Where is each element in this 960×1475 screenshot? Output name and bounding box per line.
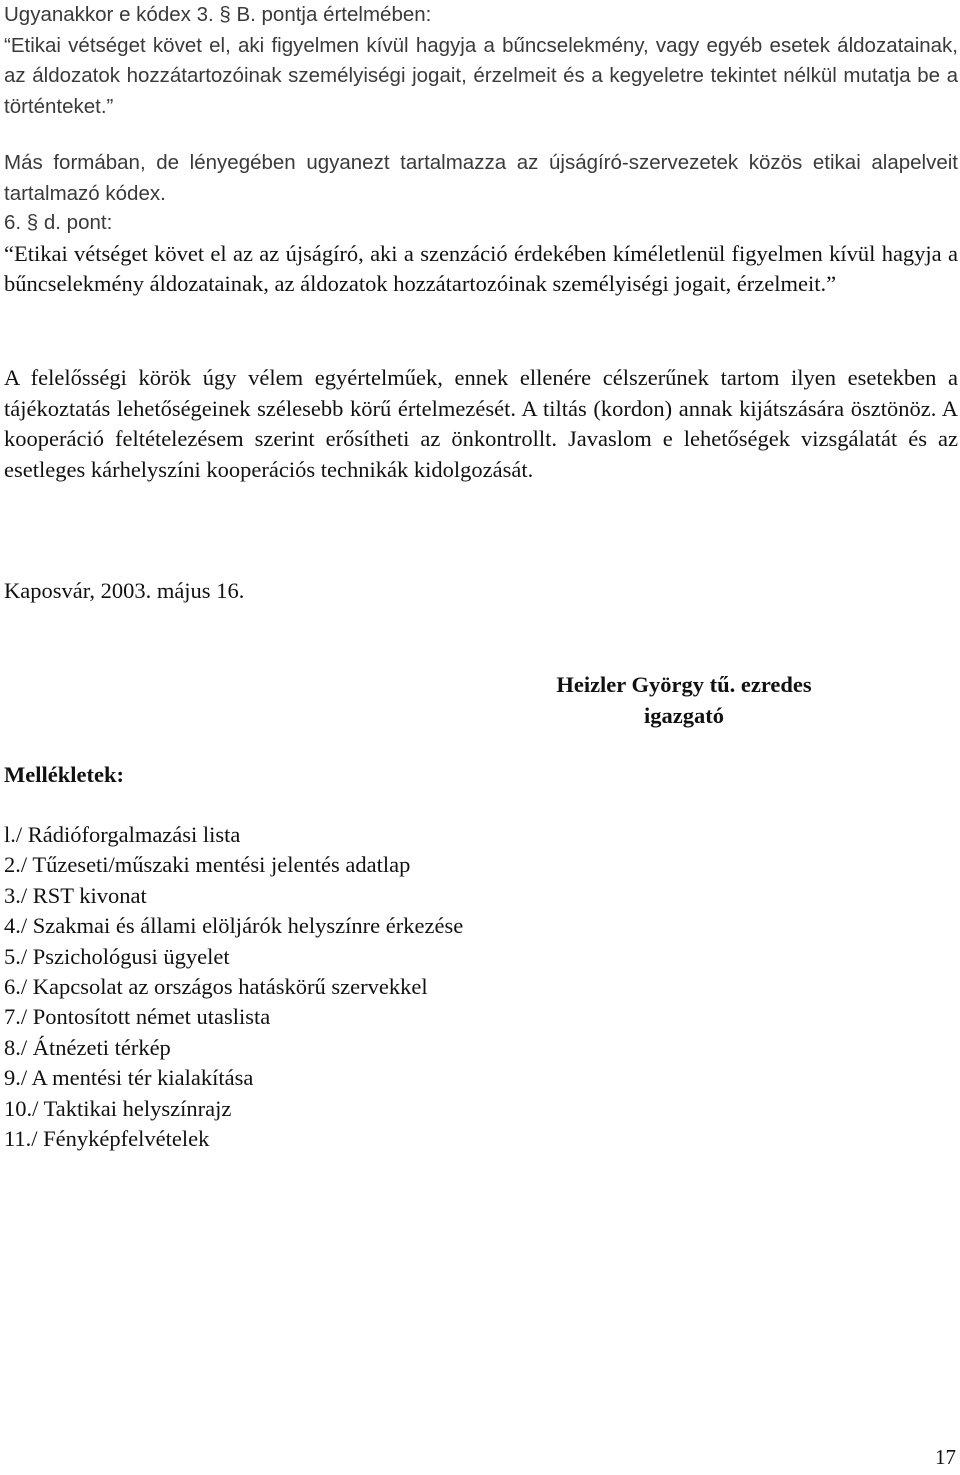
annex-item: 10./ Taktikai helyszínrajz — [4, 1095, 232, 1121]
signature-name: Heizler György tű. ezredes — [556, 672, 812, 697]
code-6d-label: 6. § d. pont: — [4, 211, 113, 234]
conclusion-text: A felelősségi körök úgy vélem egyértelműek, ennek ellenére célszerűnek tartom ilyen esetekben a tájékoztatás lehetőségeinek szélesebb körű értelmezését. A tiltás (kordon) annak kijátszására ösztönöz. A kooperáció feltételezésem szerint erősítheti az önkontrollt. Javaslom e lehetőségek vizsgálatát és az esetleges kárhelyszíni kooperációs technikák kidolgozását. — [4, 365, 958, 482]
code-3b-quote: “Etikai vétséget követ el, aki figyelmen kívül hagyja a bűncselekmény, vagy egyéb esetek áldozatainak, az áldozatok hozzátartozóinak személyiségi jogait, érzelmeit és a kegyeletre tekintet nélkül mutatja be a történteket.” — [4, 33, 958, 118]
annex-item: 6./ Kapcsolat az országos hatáskörű szervekkel — [4, 974, 428, 1000]
annex-item: l./ Rádióforgalmazási lista — [4, 822, 241, 847]
code-3b-intro: Ugyanakkor e kódex 3. § B. pontja értelmében: — [4, 3, 432, 26]
annex-list — [4, 820, 463, 1154]
annex-item: 3./ RST kivonat — [4, 882, 147, 908]
annex-item: 9./ A mentési tér kialakítása — [4, 1065, 254, 1091]
annex-item: 5./ Pszichológusi ügyelet — [4, 943, 230, 969]
page-number: 17 — [935, 1445, 956, 1469]
annex-item: 8./ Átnézeti térkép — [4, 1034, 171, 1060]
place-date: Kaposvár, 2003. május 16. — [4, 578, 245, 603]
annex-item: 7./ Pontosított német utaslista — [4, 1004, 271, 1030]
code-3b-section — [4, 0, 958, 122]
annex-item: 11./ Fényképfelvételek — [4, 1126, 210, 1152]
signature-role: igazgató — [644, 703, 724, 728]
conclusion-section — [4, 363, 958, 485]
document-page — [4, 0, 958, 1475]
code-6d-quote: “Etikai vétséget követ el az az újságíró, aki a szenzáció érdekében kíméletlenül figyelmen kívül hagyja a bűncselekmény áldozatainak, az áldozatok hozzátartozóinak személyiségi jogait, érzelmeit.” — [4, 240, 958, 296]
annex-item: 2./ Tűzeseti/műszaki mentési jelentés adatlap — [4, 852, 411, 878]
journalist-code-section — [4, 148, 958, 209]
annex-heading: Mellékletek: — [4, 762, 124, 787]
journalist-code-text: Más formában, de lényegében ugyanezt tartalmazza az újságíró-szervezetek közös etikai alapelveit tartalmazó kódex. — [4, 151, 958, 205]
annex-item: 4./ Szakmai és állami elöljárók helyszínre érkezése — [4, 913, 464, 939]
signature-block — [504, 669, 864, 731]
code-6d-section — [4, 208, 958, 300]
